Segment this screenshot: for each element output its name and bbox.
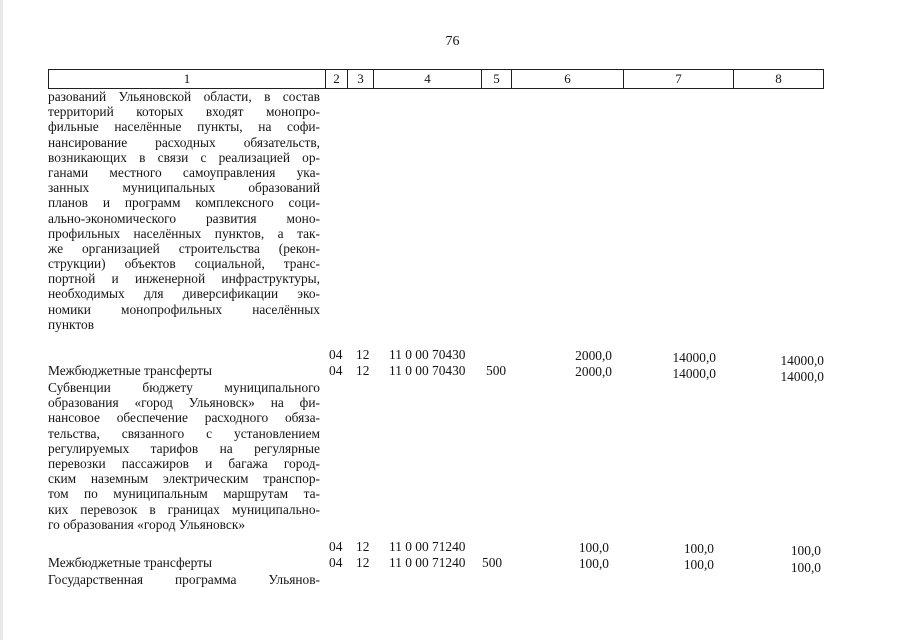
header-col-8: 8 (733, 70, 823, 88)
desc-line: го образования «город Ульяновск» (48, 516, 246, 532)
desc-line: перевозки пассажиров и багажа город- (48, 455, 320, 471)
desc-line: профильных населённых пунктов, а так- (48, 225, 320, 241)
row1-section: 04 (329, 347, 343, 362)
header-col-1: 1 (183, 71, 191, 86)
row1-col7-value: 14000,0 (672, 350, 716, 365)
row1-col6-value: 2000,0 (575, 348, 612, 363)
row4-col6-value: 100,0 (578, 556, 609, 571)
row4-target-article: 11 0 00 71240 (389, 555, 466, 570)
header-col-6: 6 (511, 70, 623, 88)
desc-line: образования «город Ульяновск» на фи- (48, 395, 320, 411)
row4-col8-value: 100,0 (790, 560, 821, 575)
row3-section: 04 (329, 539, 343, 554)
desc-line: необходимых для диверсификации эко- (48, 286, 320, 302)
desc-line: Государственная программа Ульянов- (48, 572, 320, 587)
row3-subsection: 12 (356, 539, 370, 554)
row3-col7-value: 100,0 (683, 541, 714, 556)
row2-target-article: 11 0 00 70430 (389, 363, 466, 378)
desc-line: ским наземным электрическим транспор- (48, 471, 320, 487)
row4-col7-value: 100,0 (683, 557, 714, 572)
row1-subsection: 12 (356, 347, 370, 362)
row1-col8-value: 14000,0 (780, 353, 824, 368)
desc-line: разований Ульяновской области, в состав (48, 89, 320, 104)
desc-line: Субвенции бюджету муниципального (48, 380, 320, 395)
row2-subsection: 12 (356, 363, 370, 378)
row2-col7-value: 14000,0 (672, 366, 716, 381)
table-header-row (48, 69, 824, 89)
row-description-state-program (48, 572, 320, 587)
row3-col8-value: 100,0 (790, 543, 821, 558)
desc-line: возникающих в связи с реализацией ор- (48, 149, 320, 165)
desc-line: струкции) объектов социальной, транс- (48, 256, 320, 272)
page-number: 76 (445, 34, 460, 49)
desc-line: тельства, связанного с установлением (48, 425, 320, 441)
row2-col6-value: 2000,0 (575, 364, 612, 379)
desc-line: нансовое обеспечение расходного обяза- (48, 410, 320, 426)
header-col-7: 7 (623, 70, 733, 88)
row-description-monoprofile (48, 89, 320, 332)
header-col-3: 3 (347, 70, 373, 88)
row4-expense-type: 500 (482, 555, 503, 570)
desc-line: ких перевозок в границах муниципально- (48, 501, 320, 517)
row3-col6-value: 100,0 (578, 540, 609, 555)
row2-col8-value: 14000,0 (780, 369, 824, 384)
desc-line: фильные населённые пункты, на софи- (48, 119, 320, 135)
desc-line: занных муниципальных образований (48, 180, 320, 196)
desc-line: регулируемых тарифов на регулярные (48, 440, 320, 456)
desc-line: номики монопрофильных населённых (48, 301, 320, 317)
row2-expense-type: 500 (486, 363, 507, 378)
row1-target-article: 11 0 00 70430 (389, 347, 466, 362)
desc-line: ганами местного самоуправления ука- (48, 164, 320, 180)
row2-label: Межбюджетные трансферты (48, 363, 212, 378)
row3-target-article: 11 0 00 71240 (389, 539, 466, 554)
desc-line: территорий которых входят монопро- (48, 104, 320, 120)
desc-line: нансирование расходных обязательств, (48, 134, 320, 150)
row4-section: 04 (329, 555, 343, 570)
header-col-5: 5 (481, 70, 511, 88)
row2-section: 04 (329, 363, 343, 378)
desc-line: ально-экономического развития моно- (48, 210, 320, 226)
desc-line: том по муниципальным маршрутам та- (48, 486, 320, 502)
header-col-4: 4 (373, 70, 481, 88)
row-description-subvention (48, 380, 320, 532)
row4-subsection: 12 (356, 555, 370, 570)
desc-line: же организацией строительства (рекон- (48, 240, 320, 256)
header-col-2: 2 (325, 70, 347, 88)
desc-line: пунктов (48, 316, 95, 332)
desc-line: планов и программ комплексного соци- (48, 195, 320, 211)
scan-edge (0, 0, 3, 640)
row4-label: Межбюджетные трансферты (48, 555, 212, 570)
desc-line: портной и инженерной инфраструктуры, (48, 271, 320, 287)
